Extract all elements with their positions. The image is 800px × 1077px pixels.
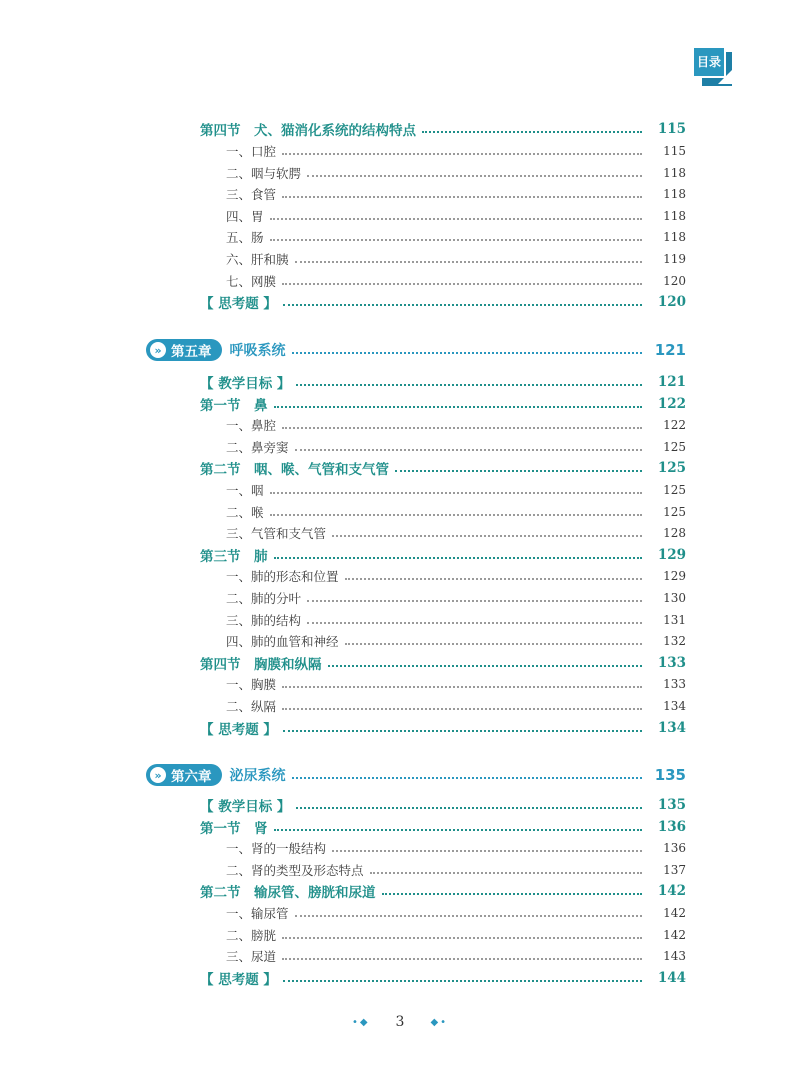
- toc-section-title: 【 思考题 】: [200, 971, 277, 988]
- leader-dots: [382, 893, 643, 895]
- toc-page-number: 129: [663, 569, 686, 584]
- toc-questions-row[interactable]: [0, 291, 800, 313]
- leader-dots: [270, 514, 642, 516]
- toc-page-number: 119: [663, 252, 686, 266]
- toc-item-row[interactable]: [0, 609, 800, 631]
- catalog-badge: [692, 46, 734, 86]
- toc-section-title: 【 教学目标 】: [200, 799, 291, 815]
- toc-page-number: 118: [663, 165, 686, 180]
- toc-item-label: 七、网膜: [226, 273, 277, 289]
- toc-item-label: 二、肾的类型及形态特点: [226, 862, 364, 878]
- leader-dots: [295, 261, 642, 263]
- toc-section-title: 【 教学目标 】: [200, 376, 291, 392]
- leader-dots: [422, 131, 642, 133]
- toc-item-label: 三、气管和支气管: [226, 526, 327, 542]
- toc-page-number: 135: [654, 766, 686, 784]
- toc-page-number: 120: [657, 294, 686, 310]
- toc-item-label: 一、口腔: [226, 144, 277, 159]
- toc-section-title: 第一节 肾: [200, 820, 268, 837]
- toc-page-number: 121: [657, 374, 686, 390]
- toc-section-title: 第一节 鼻: [200, 397, 268, 414]
- leader-dots: [282, 958, 642, 960]
- toc-item-label: 一、肾的一般结构: [226, 841, 327, 857]
- toc-page-number: 142: [657, 883, 686, 900]
- leader-dots: [328, 665, 643, 667]
- toc-section-row[interactable]: [0, 880, 800, 902]
- toc-page-number: 130: [663, 591, 686, 605]
- leader-dots: [307, 622, 642, 624]
- chapter-tag: [146, 764, 222, 786]
- leader-dots: [307, 600, 642, 602]
- toc-page-number: 137: [663, 862, 686, 877]
- toc-item-label: 二、喉: [226, 504, 264, 520]
- toc-item-row[interactable]: [0, 436, 800, 458]
- toc-section-row[interactable]: [0, 652, 800, 674]
- leader-dots: [282, 153, 642, 155]
- toc-item-row[interactable]: [0, 270, 800, 292]
- toc-item-label: 三、肺的结构: [226, 612, 302, 628]
- toc-section-row[interactable]: [0, 544, 800, 566]
- toc-section-row[interactable]: [0, 967, 800, 989]
- leader-dots: [274, 829, 643, 831]
- toc-item-label: 三、食管: [226, 187, 277, 203]
- toc-page-number: 144: [657, 969, 686, 986]
- toc-page-number: 135: [657, 797, 686, 813]
- toc-item-label: 二、咽与软腭: [226, 165, 302, 181]
- toc-item-row[interactable]: [0, 414, 800, 436]
- toc-item-label: 一、鼻腔: [226, 418, 277, 434]
- toc-page-number: 133: [657, 654, 686, 671]
- leader-dots: [282, 686, 642, 688]
- toc-item-row[interactable]: [0, 162, 800, 184]
- leader-dots: [282, 196, 642, 198]
- toc-page-number: 132: [663, 634, 686, 649]
- toc-item-label: 一、胸膜: [226, 677, 277, 693]
- toc-page-number: 115: [657, 121, 686, 137]
- leader-dots: [274, 406, 643, 408]
- toc-item-row[interactable]: [0, 183, 800, 205]
- toc-section-row[interactable]: [0, 816, 800, 838]
- toc-page-number: 122: [663, 418, 686, 433]
- leader-dots: [295, 449, 642, 451]
- toc-page-number: 128: [663, 526, 686, 541]
- toc-page-number: 118: [663, 187, 686, 202]
- toc-page-number: 115: [663, 144, 686, 158]
- leader-dots: [283, 304, 642, 306]
- toc-item-row[interactable]: [0, 673, 800, 695]
- toc-section-row[interactable]: [0, 371, 800, 393]
- chapter-number: 第五章: [171, 344, 212, 360]
- leader-dots: [295, 915, 642, 917]
- leader-dots: [296, 384, 642, 386]
- chapter-number: 第六章: [171, 769, 212, 785]
- leader-dots: [283, 980, 642, 982]
- toc-page-number: 134: [663, 699, 686, 713]
- toc-item-row[interactable]: [0, 945, 800, 967]
- toc-section-row[interactable]: [0, 457, 800, 479]
- toc-item-label: 三、尿道: [226, 949, 277, 965]
- toc-item-row[interactable]: [0, 902, 800, 924]
- footer-ornament-right: ◆•: [430, 1016, 449, 1028]
- leader-dots: [345, 643, 642, 645]
- toc-item-label: 四、肺的血管和神经: [226, 634, 339, 650]
- toc-item-row[interactable]: [0, 837, 800, 859]
- leader-dots: [395, 470, 642, 472]
- double-chevron-icon: »: [150, 342, 166, 358]
- toc-page-number: 121: [654, 341, 686, 359]
- leader-dots: [370, 872, 642, 874]
- double-chevron-icon: »: [150, 767, 166, 783]
- toc-section-title: 第三节 肺: [200, 548, 268, 565]
- footer-ornament-left: •◆: [351, 1016, 370, 1028]
- toc-page-number: 125: [663, 483, 686, 497]
- leader-dots: [270, 492, 642, 494]
- footer-page-number: 3: [395, 1014, 405, 1030]
- toc-section-title: 第四节 犬、猫消化系统的结构特点: [200, 123, 416, 139]
- toc-page-number: 133: [663, 677, 686, 692]
- toc-item-label: 二、膀胱: [226, 927, 277, 943]
- toc-page-number: 125: [657, 460, 686, 477]
- toc-item-row[interactable]: [0, 501, 800, 523]
- toc-page-number: 118: [663, 230, 686, 245]
- toc-page-number: 125: [663, 504, 686, 519]
- toc-section-row[interactable]: [0, 118, 800, 140]
- toc-item-row[interactable]: [0, 140, 800, 162]
- toc-page-number: 136: [663, 841, 686, 856]
- leader-dots: [332, 535, 642, 537]
- leader-dots: [332, 850, 642, 852]
- chapter-tag: [146, 339, 222, 361]
- toc-chapter-row[interactable]: [0, 762, 800, 788]
- toc-item-row[interactable]: [0, 479, 800, 501]
- leader-dots: [282, 708, 642, 710]
- toc-item-label: 二、鼻旁窦: [226, 439, 289, 455]
- leader-dots: [292, 777, 643, 779]
- toc-item-label: 五、肠: [226, 230, 264, 246]
- toc-item-row[interactable]: [0, 205, 800, 227]
- toc-section-title: 【 思考题 】: [200, 721, 277, 738]
- toc-page-number: 134: [657, 719, 686, 736]
- toc-item-label: 二、肺的分叶: [226, 591, 302, 606]
- leader-dots: [282, 427, 642, 429]
- toc-item-label: 一、输尿管: [226, 906, 289, 921]
- toc-item-row[interactable]: [0, 924, 800, 946]
- toc-page-number: 120: [663, 273, 686, 288]
- toc-page-number: 129: [657, 546, 686, 563]
- toc-chapter-row[interactable]: [0, 337, 800, 363]
- leader-dots: [274, 557, 643, 559]
- leader-dots: [283, 730, 642, 732]
- toc-section-title: 第二节 咽、喉、气管和支气管: [200, 462, 389, 479]
- toc-section-row[interactable]: [0, 717, 800, 739]
- toc-item-row[interactable]: [0, 630, 800, 652]
- leader-dots: [270, 239, 642, 241]
- toc-page-number: 142: [663, 927, 686, 942]
- toc-item-label: 一、咽: [226, 483, 264, 498]
- toc-item-row[interactable]: [0, 565, 800, 587]
- toc-page-number: 142: [663, 906, 686, 920]
- toc-item-row[interactable]: [0, 859, 800, 881]
- toc-page-number: 125: [663, 439, 686, 454]
- leader-dots: [296, 807, 642, 809]
- toc-item-label: 二、纵隔: [226, 699, 277, 714]
- toc-item-row[interactable]: [0, 587, 800, 609]
- page-footer: [0, 1014, 800, 1030]
- toc-item-label: 六、肝和胰: [226, 252, 289, 267]
- toc-page-number: 118: [663, 208, 686, 223]
- toc-section-row[interactable]: [0, 393, 800, 415]
- toc-item-row[interactable]: [0, 248, 800, 270]
- leader-dots: [282, 283, 642, 285]
- chapter-title: 呼吸系统: [229, 343, 286, 359]
- leader-dots: [282, 937, 642, 939]
- toc-page-number: 143: [663, 949, 686, 964]
- toc-item-label: 四、胃: [226, 208, 264, 224]
- toc-page-number: 136: [657, 818, 686, 835]
- leader-dots: [270, 218, 642, 220]
- toc-page-number: 131: [663, 612, 686, 627]
- toc-item-row[interactable]: [0, 226, 800, 248]
- badge-text: 目录: [696, 55, 721, 69]
- leader-dots: [292, 352, 643, 354]
- toc-section-title: 【 思考题 】: [200, 296, 277, 312]
- toc-section-title: 第二节 输尿管、膀胱和尿道: [200, 885, 376, 902]
- toc-page-number: 122: [657, 395, 686, 412]
- chapter-title: 泌尿系统: [229, 768, 286, 784]
- toc-item-row[interactable]: [0, 695, 800, 717]
- badge-fold-corner: [718, 70, 732, 84]
- toc-item-row[interactable]: [0, 522, 800, 544]
- toc-section-title: 第四节 胸膜和纵隔: [200, 656, 322, 673]
- leader-dots: [345, 578, 642, 580]
- toc-section-row[interactable]: [0, 794, 800, 816]
- toc-item-label: 一、肺的形态和位置: [226, 569, 339, 585]
- leader-dots: [307, 175, 642, 177]
